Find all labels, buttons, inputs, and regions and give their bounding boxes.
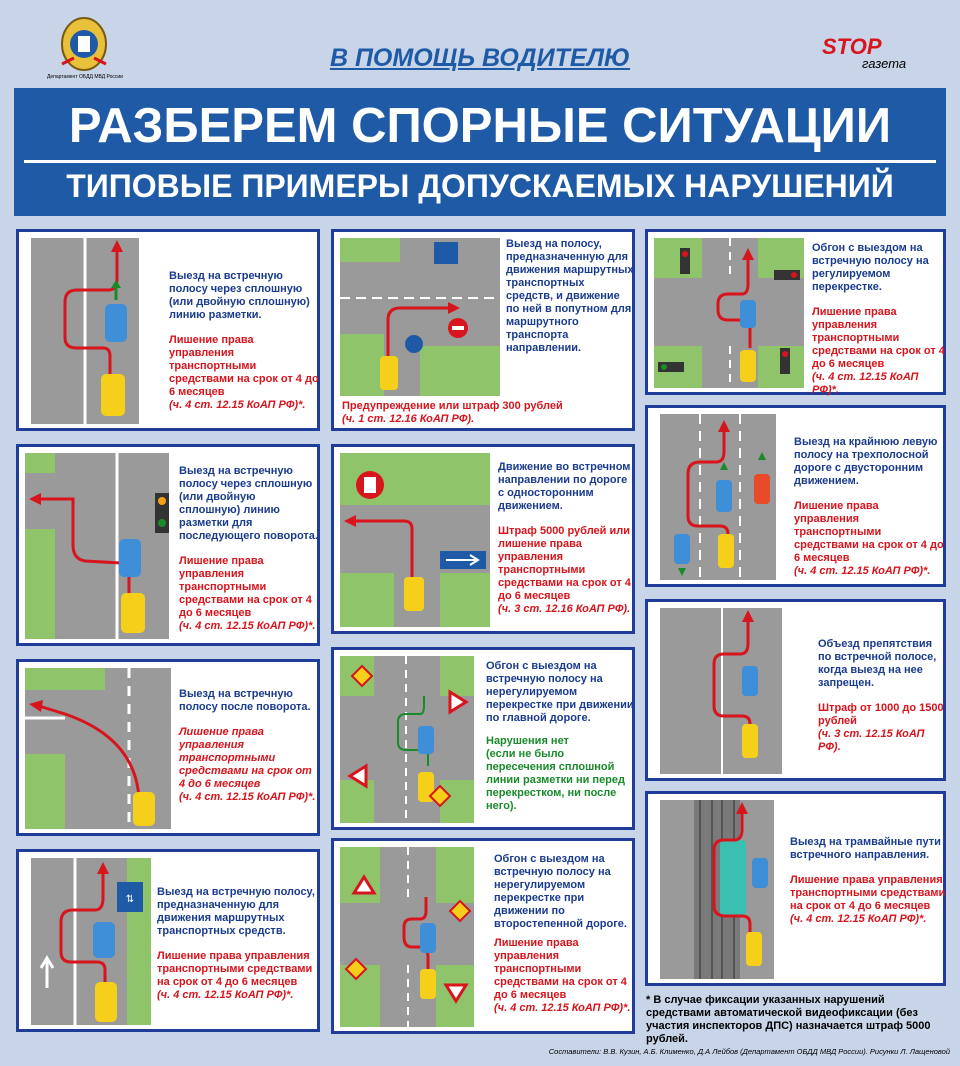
panel-penalty: Лишение права управления транспортными средствами на срок от 4 до 6 месяцев [494, 937, 627, 1001]
panel-law-ref: (ч. 4 ст. 12.15 КоАП РФ)*. [179, 791, 316, 803]
credits: Составители: В.В. Кузин, А.Б. Клименко, Д.А Лейбов (Департамент ОБДД МВД России). Рисунки Л. Лащеновой [548, 1047, 950, 1056]
department-label: Департамент ОБДД МВД России [47, 74, 123, 80]
panel-oncoming-solid-line [16, 229, 320, 431]
panel-law-ref: (ч. 4 ст. 12.15 КоАП РФ)*. [494, 1002, 631, 1014]
panel-overtake-secondary-road [331, 838, 635, 1034]
page-title: РАЗБЕРЕМ СПОРНЫЕ СИТУАЦИИ [68, 99, 892, 153]
panel-law-ref: (ч. 3 ст. 12.15 КоАП РФ). [818, 728, 925, 753]
panel-penalty: Штраф 5000 рублей или лишение права управления транспортными средствами на срок от 4 до 6 месяцев [498, 525, 631, 602]
panel-penalty: Лишение права управления транспортными средствами на срок от 4 до 6 месяцев [169, 334, 319, 398]
page-subtitle: ТИПОВЫЕ ПРИМЕРЫ ДОПУСКАЕМЫХ НАРУШЕНИЙ [66, 168, 894, 204]
svg-text:⇅: ⇅ [125, 894, 135, 905]
panel-penalty: Лишение права управления транспортными средствами на срок от 4 до 6 месяцев [179, 726, 312, 790]
panel-description: Обгон с выездом на встречную полосу на нерегулируемом перекрестке при движении по главной дороге. [486, 660, 634, 724]
panel-note: (если не было пересечения сплошной линии разметки ни перед перекрестком, ни после него). [486, 748, 626, 812]
banner-divider [24, 160, 936, 163]
panel-oncoming-bus-lane [16, 849, 320, 1032]
panel-wrong-way-one-way [331, 444, 635, 634]
illustration [654, 608, 788, 774]
illustration [25, 858, 151, 1025]
panel-description: Выезд на трамвайные пути встречного направления. [790, 836, 941, 861]
illustration [25, 668, 171, 829]
illustration [654, 414, 782, 580]
panel-description: Выезд на встречную полосу через сплошную (или двойную сплошную) линию разметки. [169, 270, 310, 321]
illustration [25, 453, 169, 639]
panel-description: Обгон с выездом на встречную полосу на нерегулируемом перекрестке при движении по второстепенной дороге. [494, 853, 627, 930]
illustration [340, 238, 500, 396]
panel-obstacle-bypass [645, 599, 946, 781]
illustration [340, 656, 474, 823]
panel-description: Выезд на встречную полосу, предназначенную для движения маршрутных транспортных средств. [157, 886, 315, 937]
illustration [340, 453, 490, 627]
panel-description: Движение во встречном направлении по дороге с односторонним движением. [498, 461, 631, 512]
panel-penalty: Лишение права управления транспортными средствами на срок от 4 до 6 месяцев [794, 500, 944, 564]
panel-description: Объезд препятствия по встречной полосе, когда выезд на нее запрещен. [818, 638, 937, 689]
panel-law-ref: (ч. 3 ст. 12.16 КоАП РФ). [498, 603, 631, 615]
panel-law-ref: (ч. 4 ст. 12.15 КоАП РФ)*. [790, 913, 927, 925]
panel-overtake-regulated [645, 229, 946, 395]
panel-description: Выезд на встречную полосу после поворота. [179, 688, 311, 713]
panel-description: Выезд на полосу, предназначенную для движения маршрутных транспортных средств, и движение по ней в попутном для маршрутного транспорта направлении. [506, 238, 634, 354]
panel-law-ref: (ч. 4 ст. 12.15 КоАП РФ)*. [794, 565, 931, 577]
illustration [654, 238, 804, 388]
panel-penalty: Лишение права управления транспортными средствами на срок от 4 до 6 месяцев [179, 555, 312, 619]
brand-stop: STOP [822, 34, 882, 59]
panel-oncoming-after-turn [16, 659, 320, 836]
panel-penalty: Предупреждение или штраф 300 рублей [342, 400, 563, 412]
panel-penalty: Лишение права управления транспортными средствами на срок от 4 до 6 месяцев [157, 950, 313, 988]
panel-law-ref: (ч. 1 ст. 12.16 КоАП РФ). [342, 413, 475, 425]
panel-law-ref: (ч. 4 ст. 12.15 КоАП РФ)*. [179, 620, 316, 632]
panel-law-ref: (ч. 4 ст. 12.15 КоАП РФ)*. [169, 399, 306, 411]
illustration [654, 800, 780, 979]
illustration [25, 238, 145, 424]
brand-gazeta: газета [862, 56, 907, 71]
illustration [340, 847, 474, 1027]
panel-oncoming-before-turn [16, 444, 320, 646]
panel-bus-lane-same-direction [331, 229, 635, 431]
panel-verdict: Нарушения нет [486, 735, 569, 747]
subheading: В ПОМОЩЬ ВОДИТЕЛЮ [329, 44, 631, 72]
footnote: * В случае фиксации указанных нарушений средствами автоматической видеофиксации (без участия инспекторов ДПС) назначается штраф 5000 рублей. [646, 994, 931, 1045]
panel-law-ref: (ч. 4 ст. 12.15 КоАП РФ)*. [157, 989, 294, 1001]
panel-penalty: Лишение права управления транспортными средствами на срок от 4 до 6 месяцев [812, 306, 945, 370]
panel-penalty: Лишение права управления транспортными средствами на срок от 4 до 6 месяцев [790, 874, 946, 912]
panel-three-lane-left [645, 405, 946, 587]
panel-description: Выезд на встречную полосу через сплошную (или двойную сплошную) линию разметки для последующего поворота. [179, 465, 318, 542]
panel-description: Обгон с выездом на встречную полосу на регулируемом перекрестке. [812, 242, 929, 293]
title-banner [14, 88, 946, 216]
panel-overtake-main-road [331, 647, 635, 830]
panel-penalty: Штраф от 1000 до 1500 рублей [818, 702, 944, 727]
panel-law-ref: (ч. 4 ст. 12.15 КоАП РФ)*. [812, 371, 919, 396]
panel-description: Выезд на крайнюю левую полосу на трехполосной дороге с двусторонним движением. [794, 436, 938, 487]
panel-tram-tracks [645, 791, 946, 986]
